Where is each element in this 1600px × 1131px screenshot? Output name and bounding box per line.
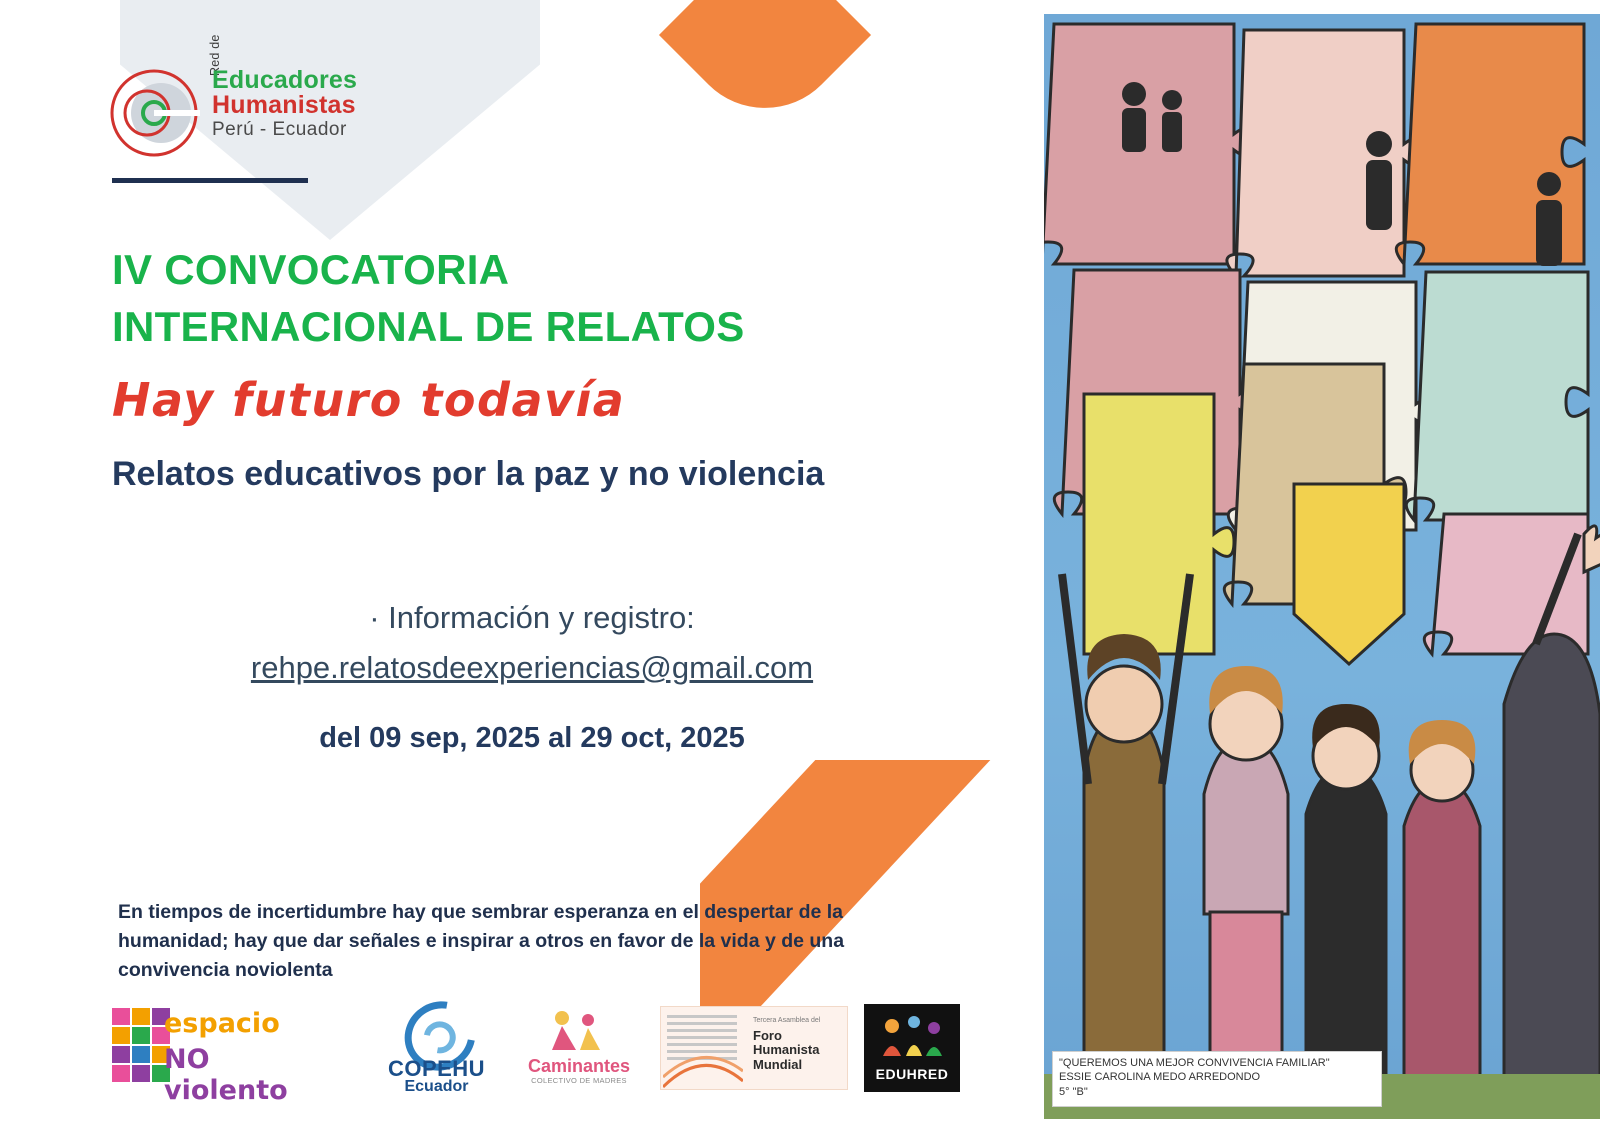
contact-email[interactable]: rehpe.relatosdeexperiencias@gmail.com (250, 650, 814, 685)
partner-logos (112, 1002, 949, 1106)
caption-line-1: "QUEREMOS UNA MEJOR CONVIVENCIA FAMILIAR" (1059, 1057, 1330, 1069)
partner-logo-eduhred (864, 1002, 960, 1094)
partner-4-line-2: Humanista (753, 1042, 820, 1058)
artwork-caption (1052, 1051, 1382, 1107)
partner-2-line-1: COPEHU (387, 1056, 486, 1081)
partner-logo-caminantes (520, 1002, 638, 1094)
people-icon (876, 1012, 948, 1062)
organization-logo (104, 34, 384, 168)
arcs-icon (663, 1047, 743, 1090)
partner-logo-espacio-no-violento (112, 1002, 337, 1106)
logo-line-country: Perú - Ecuador (212, 119, 347, 140)
logo-divider (112, 178, 308, 183)
partner-2-line-2: Ecuador (404, 1078, 469, 1095)
logo-vertical-text: Red de (208, 34, 222, 76)
partner-3-line-1: Caminantes (527, 1056, 631, 1076)
partner-5-line-1: EDUHRED (875, 1066, 949, 1082)
page-title (112, 242, 932, 355)
submission-dates: del 09 sep, 2025 al 29 oct, 2025 (319, 722, 745, 754)
partner-logo-copehu (374, 1002, 499, 1094)
artwork-panel (1041, 14, 1600, 1119)
title-line-1: IV CONVOCATORIA (112, 246, 510, 293)
caption-line-3: 5° "B" (1059, 1085, 1088, 1098)
walking-figures-icon (546, 1006, 612, 1054)
page-subtitle: Relatos educativos por la paz y no violencia (112, 455, 825, 493)
partner-3-line-2: COLECTIVO DE MADRES (531, 1076, 627, 1085)
partner-4-line-3: Mundial (753, 1056, 803, 1072)
partner-4-line-1: Foro (753, 1028, 782, 1043)
artwork-illustration (1044, 14, 1600, 1119)
logo-line-humanistas: Humanistas (212, 91, 356, 119)
partner-4-small-text: Tercera Asamblea del (753, 1017, 821, 1024)
script-title: Hay futuro todavía (112, 373, 626, 427)
title-line-2: INTERNACIONAL DE RELATOS (112, 302, 745, 350)
colored-grid-icon (112, 1008, 170, 1082)
partner-logo-foro-humanista (660, 1002, 848, 1094)
orange-corner-shape (659, 0, 871, 141)
logo-line-educadores: Educadores (212, 66, 358, 94)
quote-text: En tiempos de incertidumbre hay que sembrar esperanza en el despertar de la humanidad; hay que dar señales e inspirar a otros en favor de la vida y de una convivencia noviolenta (118, 901, 845, 981)
logo-mark-icon (104, 66, 204, 161)
caption-line-2: ESSIE CAROLINA MEDO ARREDONDO (1059, 1071, 1261, 1084)
partner-1-line-2: NO violento (164, 1044, 288, 1106)
info-label: · Información y registro: (369, 600, 695, 635)
partner-1-line-1: espacio (164, 1008, 280, 1039)
